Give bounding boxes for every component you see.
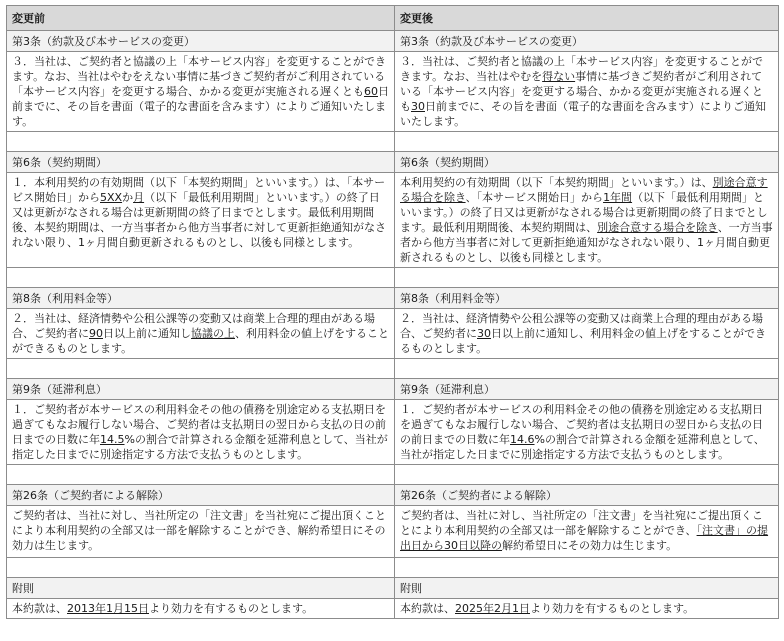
section-title-after: 第8条（利用料金等） <box>395 288 779 309</box>
content-after: 本利用契約の有効期間（以下「本契約期間」といいます。）は、別途合意する場合を除き、「本サービス開始日」から1年間（以下「最低利用期間」といいます。）の終了日又は更新がなされる場合は更新期間の終了日までとします。最低利用期間後、本契約期間は、別途合意する場合を除き、一方当事者から他方当事者に対して更新拒絶通知がなされない限り、1ヶ月間自動更新されるものとし、以後も同様とします。 <box>395 173 779 268</box>
section-title-after: 第6条（契約期間） <box>395 152 779 173</box>
section-title-before: 第3条（約款及び本サービスの変更） <box>7 31 395 52</box>
section-title-before: 第8条（利用料金等） <box>7 288 395 309</box>
spacer-row <box>7 268 779 288</box>
section-title-row <box>7 31 779 52</box>
content-before: １．ご契約者が本サービスの利用料金その他の債務を別途定める支払期日を過ぎてもなお履行しない場合、ご契約者は支払期日の翌日から支払の日の前日までの日数に年14.5%の割合で計算される金額を延滞利息として、当社が指定した日までに別途指定する方法で支払うものとします。 <box>7 400 395 465</box>
content-before: ２．当社は、経済情勢や公租公課等の変動又は商業上合理的理由がある場合、ご契約者に90日以上前に通知し協議の上、利用料金の値上げをすることができるものとします。 <box>7 309 395 359</box>
spacer-row <box>7 558 779 578</box>
spacer-row <box>7 132 779 152</box>
section-title-before: 第26条（ご契約者による解除） <box>7 485 395 506</box>
section-title-after: 第3条（約款及び本サービスの変更） <box>395 31 779 52</box>
content-before: １．本利用契約の有効期間（以下「本契約期間」といいます。）は、「本サービス開始日」から5XXか月（以下「最低利用期間」といいます。）の終了日又は更新がなされる場合は更新期間の終了日までとします。最低利用期間後、本契約期間は、一方当事者から他方当事者に対して更新拒絶通知がなされない限り、1ヶ月間自動更新されるものとし、以後も同様とします。 <box>7 173 395 268</box>
content-before: ご契約者は、当社に対し、当社所定の「注文書」を当社宛にご提出頂くことにより本利用契約の全部又は一部を解除することができ、解約希望日にその効力は生じます。 <box>7 506 395 558</box>
section-title-row <box>7 152 779 173</box>
header-row <box>7 6 779 31</box>
section-title-row <box>7 288 779 309</box>
section-title-row <box>7 485 779 506</box>
content-after: ご契約者は、当社に対し、当社所定の「注文書」を当社宛にご提出頂くことにより本利用契約の全部又は一部を解除することができ、「注文書」の提出日から30日以降の解約希望日にその効力は生じます。 <box>395 506 779 558</box>
content-after: 本約款は、2025年2月1日より効力を有するものとします。 <box>395 599 779 619</box>
header-after: 変更後 <box>395 6 779 31</box>
content-after: １．ご契約者が本サービスの利用料金その他の債務を別途定める支払期日を過ぎてもなお履行しない場合、ご契約者は支払期日の翌日から支払の日の前日までの日数に年14.6%の割合で計算される金額を延滞利息として、当社が指定した日までに別途指定する方法で支払うものとします。 <box>395 400 779 465</box>
section-title-before: 第9条（延滞利息） <box>7 379 395 400</box>
section-title-after: 第26条（ご契約者による解除） <box>395 485 779 506</box>
section-title-row <box>7 578 779 599</box>
section-title-after: 附則 <box>395 578 779 599</box>
comparison-table <box>6 5 779 619</box>
spacer-row <box>7 359 779 379</box>
content-row <box>7 599 779 619</box>
content-row <box>7 52 779 132</box>
section-title-before: 第6条（契約期間） <box>7 152 395 173</box>
header-before: 変更前 <box>7 6 395 31</box>
content-before: 本約款は、2013年1月15日より効力を有するものとします。 <box>7 599 395 619</box>
spacer-row <box>7 465 779 485</box>
content-row <box>7 173 779 268</box>
content-row <box>7 506 779 558</box>
content-row <box>7 400 779 465</box>
content-after: ３．当社は、ご契約者と協議の上「本サービス内容」を変更することができます。なお、当社はやむを得ない事情に基づきご契約者がご利用されている「本サービス内容」を変更する場合、かかる変更が実施される遅くとも30日前までに、その旨を書面（電子的な書面を含みます）によりご通知いたします。 <box>395 52 779 132</box>
content-row <box>7 309 779 359</box>
section-title-after: 第9条（延滞利息） <box>395 379 779 400</box>
section-title-before: 附則 <box>7 578 395 599</box>
section-title-row <box>7 379 779 400</box>
content-before: ３．当社は、ご契約者と協議の上「本サービス内容」を変更することができます。なお、当社はやむをえない事情に基づきご契約者がご利用されている「本サービス内容」を変更する場合、かかる変更が実施される遅くとも60日前までに、その旨を書面（電子的な書面を含みます）によりご通知いたします。 <box>7 52 395 132</box>
content-after: ２．当社は、経済情勢や公租公課等の変動又は商業上合理的理由がある場合、ご契約者に30日以上前に通知し、利用料金の値上げをすることができるものとします。 <box>395 309 779 359</box>
